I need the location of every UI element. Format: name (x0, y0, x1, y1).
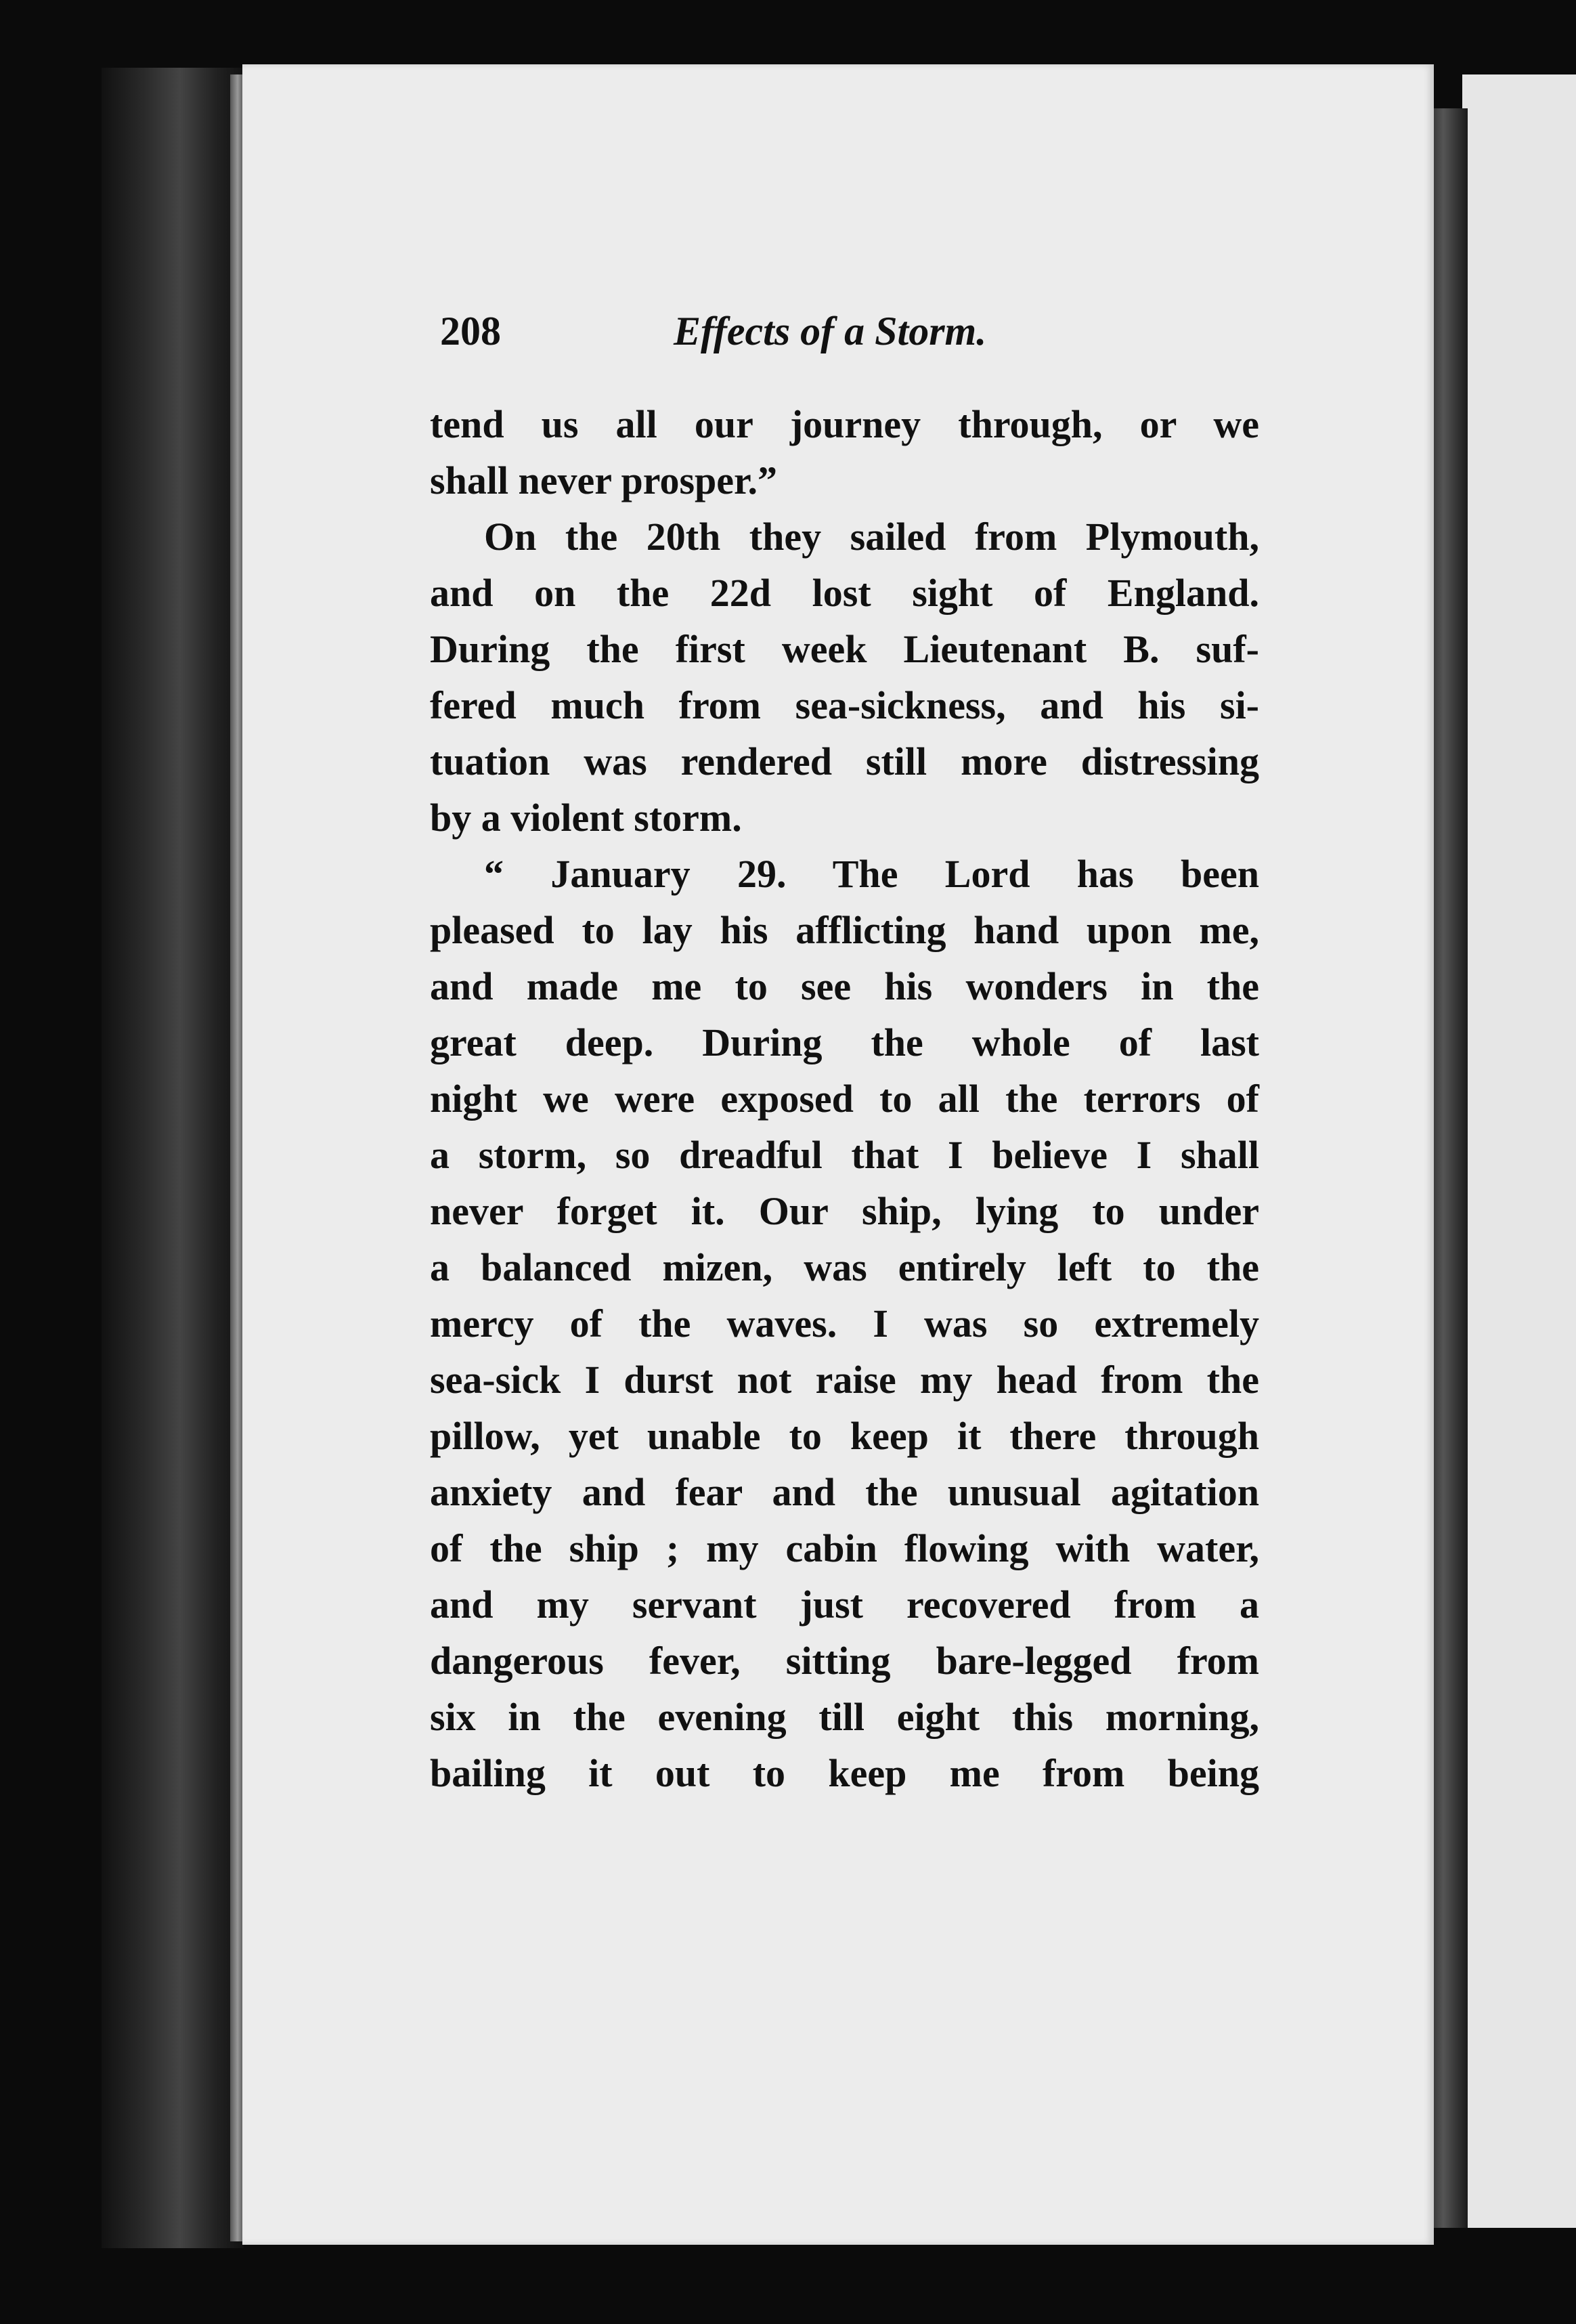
running-title: Effects of a Storm. (674, 309, 987, 353)
text-line: of the ship ; my cabin flowing with water, (430, 1526, 1259, 1570)
text-line: a storm, so dreadful that I believe I shall (430, 1133, 1259, 1177)
text-line: great deep. During the whole of last (430, 1020, 1259, 1064)
text-line: mercy of the waves. I was so extremely (430, 1301, 1259, 1346)
text-line: anxiety and fear and the unusual agitation (430, 1470, 1259, 1514)
body-text (430, 396, 1259, 1801)
text-line: a balanced mizen, was entirely left to the (430, 1245, 1259, 1289)
text-line: pillow, yet unable to keep it there through (430, 1414, 1259, 1458)
text-line: tend us all our journey through, or we (430, 402, 1259, 446)
page-number: 208 (440, 309, 501, 353)
text-line: and on the 22d lost sight of England. (430, 571, 1259, 615)
text-line: On the 20th they sailed from Plymouth, (484, 515, 1259, 559)
text-line: dangerous fever, sitting bare-legged from (430, 1639, 1259, 1683)
text-line: shall never prosper.” (430, 458, 777, 502)
text-line: bailing it out to keep me from being (430, 1751, 1259, 1795)
text-line: and made me to see his wonders in the (430, 964, 1259, 1008)
text-line: fered much from sea-sickness, and his si- (430, 683, 1259, 727)
page-header (440, 308, 1266, 362)
text-line: sea-sick I durst not raise my head from the (430, 1358, 1259, 1402)
book-binding (102, 68, 244, 2248)
text-line: pleased to lay his afflicting hand upon me, (430, 908, 1259, 952)
text-line: During the first week Lieutenant B. suf- (430, 627, 1259, 671)
text-line: six in the evening till eight this morning, (430, 1695, 1259, 1739)
text-line: never forget it. Our ship, lying to under (430, 1189, 1259, 1233)
text-line: night we were exposed to all the terrors of (430, 1077, 1259, 1121)
next-page-edge (1462, 74, 1576, 2228)
text-line: “ January 29. The Lord has been (484, 852, 1259, 896)
text-line: and my servant just recovered from a (430, 1583, 1259, 1627)
text-line: by a violent storm. (430, 796, 742, 840)
text-line: tuation was rendered still more distressing (430, 739, 1259, 783)
